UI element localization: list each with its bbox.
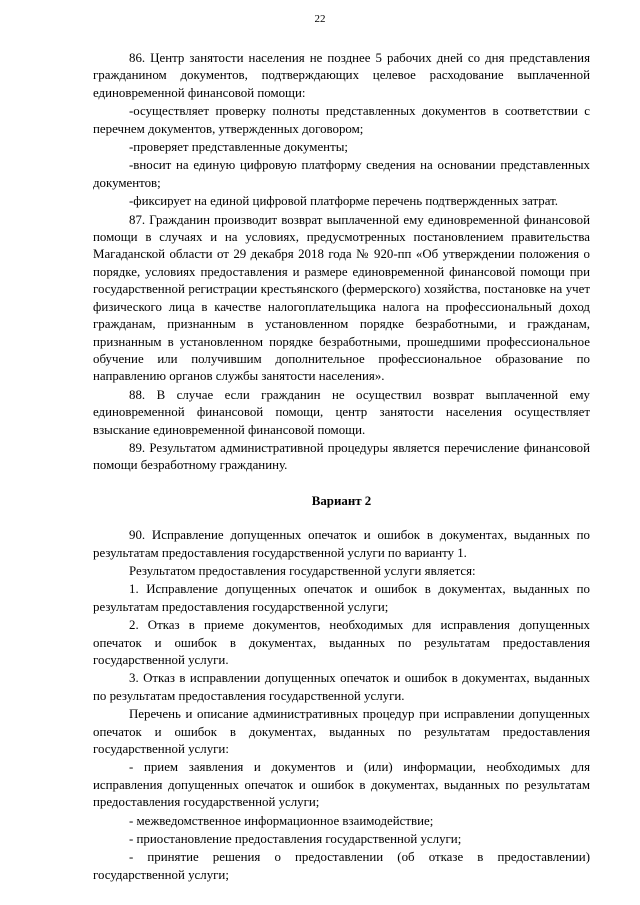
- paragraph-86-item-4: -фиксирует на единой цифровой платформе перечень подтвержденных затрат.: [129, 194, 558, 209]
- paragraph-86-item-3: -вносит на единую цифровую платформу сведения на основании представленных документов;: [93, 158, 590, 190]
- procedure-item-2: - межведомственное информационное взаимодействие;: [129, 813, 434, 828]
- section-heading: Вариант 2: [311, 493, 372, 508]
- page-number: 22: [314, 13, 326, 25]
- paragraph-89: 89. Результатом административной процедуры является перечисление финансовой помощи безработному гражданину.: [93, 440, 590, 473]
- procedures-intro: Перечень и описание административных процедур при исправлении допущенных опечаток и ошибок в документах, выданных по результатам предоставления государственной услуги:: [93, 707, 590, 757]
- result-intro: Результатом предоставления государственной услуги является:: [129, 563, 476, 578]
- paragraph-87: 87. Гражданин производит возврат выплаченной ему единовременной финансовой помощи в случаях и на условиях, предусмотренных постановлением правительства Магаданской области от 29 декабря 2018 года № 920-пп «Об утверждении положения о порядке, условиях предоставления и размере единовременной финансовой помощи при государственной регистрации крестьянского (фермерского) хозяйства, постановке на учет физического лица в качестве налогоплательщика налога на профессиональный доход гражданам, признанным в установленном порядке безработными, и гражданам, признанным в установленном порядке безработными, прошедшими профессиональное обучение или получившим дополнительное профессиональное образование по направлению органов службы занятости населения».: [93, 212, 590, 384]
- paragraph-90: 90. Исправление допущенных опечаток и ошибок в документах, выданных по результатам предоставления государственной услуги по варианту 1.: [93, 528, 590, 560]
- procedure-item-1: - прием заявления и документов и (или) информации, необходимых для исправления допущенных опечаток и ошибок в документах, выданных по результатам предоставления государственной услуги;: [93, 760, 590, 810]
- procedure-item-4: - принятие решения о предоставлении (об отказе в предоставлении) государственной услуги;: [93, 850, 590, 882]
- document-body: [93, 50, 590, 885]
- result-item-1: 1. Исправление допущенных опечаток и ошибок в документах, выданных по результатам предоставления государственной услуги;: [93, 582, 590, 614]
- paragraph-86-item-1: -осуществляет проверку полноты представленных документов в соответствии с перечнем документов, утвержденных договором;: [93, 104, 590, 136]
- result-item-3: 3. Отказ в исправлении допущенных опечаток и ошибок в документах, выданных по результатам предоставления государственной услуги.: [93, 671, 590, 703]
- procedure-item-3: - приостановление предоставления государственной услуги;: [129, 832, 462, 847]
- paragraph-86: 86. Центр занятости населения не позднее 5 рабочих дней со дня представления гражданином документов, подтверждающих целевое расходование выплаченной единовременной финансовой помощи:: [93, 51, 590, 100]
- paragraph-88: 88. В случае если гражданин не осуществил возврат выплаченной ему единовременной финансовой помощи, центр занятости населения осуществляет взыскание единовременной финансовой помощи.: [93, 387, 590, 437]
- result-item-2: 2. Отказ в приеме документов, необходимых для исправления допущенных опечаток и ошибок в документах, выданных по результатам предоставления государственной услуги.: [93, 618, 590, 667]
- paragraph-86-item-2: -проверяет представленные документы;: [129, 140, 348, 155]
